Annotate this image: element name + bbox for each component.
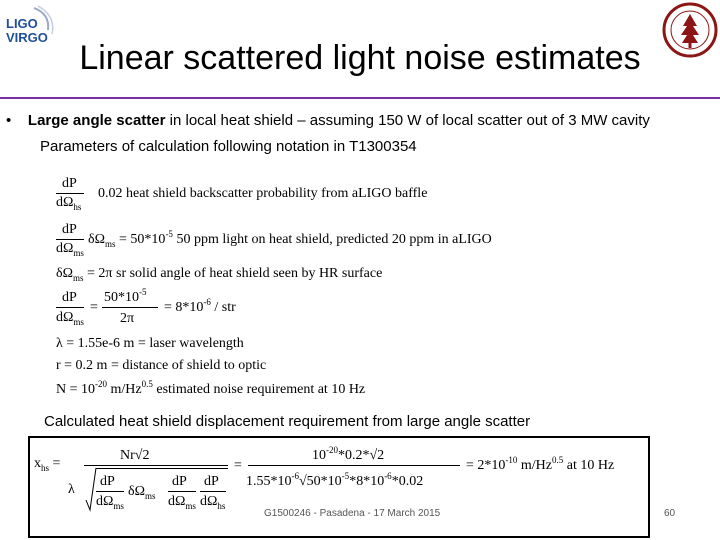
logo-ligo-text: LIGO — [6, 16, 38, 31]
formula-frac1-bar — [84, 465, 228, 466]
page-title: Linear scattered light noise estimates — [79, 39, 641, 77]
formula-frac2-bar — [248, 465, 460, 466]
param-noise-requirement: $N = 10^{-20}$ $m/Hz^{0.5}$ estimated noise requirement at 10 Hz — [56, 379, 366, 397]
bullet-text: in local heat shield – assuming 150 W of local scatter out of 3 MW cavity — [165, 112, 650, 129]
formula-frac1-num: Nr√2 — [120, 448, 150, 463]
bullet-bold-text: Large angle scatter — [27, 112, 166, 129]
calc-label: Calculated heat shield displacement requirement from large angle scatter — [44, 413, 531, 430]
title-divider — [0, 97, 720, 99]
bullet-marker: • — [6, 112, 28, 129]
param-shield-light: dP $d\Omega_{ms}$ $\delta\Omega_{ms} = 50*10^{-5}$ 50 ppm light on heat shield, predicted 20 ppm in aLIGO — [56, 222, 492, 258]
logo-virgo-text: VIRGO — [6, 30, 48, 45]
sub-bullet: Parameters of calculation following notation in T1300354 — [40, 138, 417, 155]
footer-text: G1500246 - Pasadena - 17 March 2015 — [264, 508, 441, 519]
page-number: 60 — [664, 508, 676, 519]
formula-result: = $2*10^{-10}$ $m/Hz^{0.5}$ at 10 Hz — [466, 455, 615, 473]
param-shield-light-desc: 50 ppm light on heat shield, predicted 20 ppm in aLIGO — [176, 232, 492, 247]
param-backscatter: dP $d\Omega_{hs}$ 0.02 heat shield backscatter probability from aLIGO baffle — [56, 176, 428, 212]
param-solid-angle-desc: = 2π sr solid angle of heat shield seen by HR surface — [87, 266, 383, 281]
param-shield-light-value: = 50*10 — [119, 232, 166, 247]
param-solid-angle: $\delta\Omega_{ms} = 2\pi$ sr solid angle of heat shield seen by HR surface — [56, 266, 383, 283]
bullet-item — [6, 111, 650, 131]
formula-frac2-den: $1.55*10^{-6}√50*10^{-5}*8*10^{-6}*0.02$ — [246, 471, 424, 489]
param-brdf: dP $d\Omega_{ms}$ = $50*10^{-5}$ 2π = $8*10^{-6}$ / str — [56, 287, 236, 327]
formula-frac2-num: $10^{-20}*0.2*√2$ — [312, 445, 385, 463]
param-backscatter-desc: 0.02 heat shield backscatter probability from aLIGO baffle — [98, 186, 428, 201]
param-distance: r = 0.2 m = distance of shield to optic — [56, 358, 267, 373]
param-wavelength: λ = 1.55e-6 m = laser wavelength — [56, 336, 244, 351]
formula-lhs: $x_{hs}$ = — [34, 456, 61, 473]
